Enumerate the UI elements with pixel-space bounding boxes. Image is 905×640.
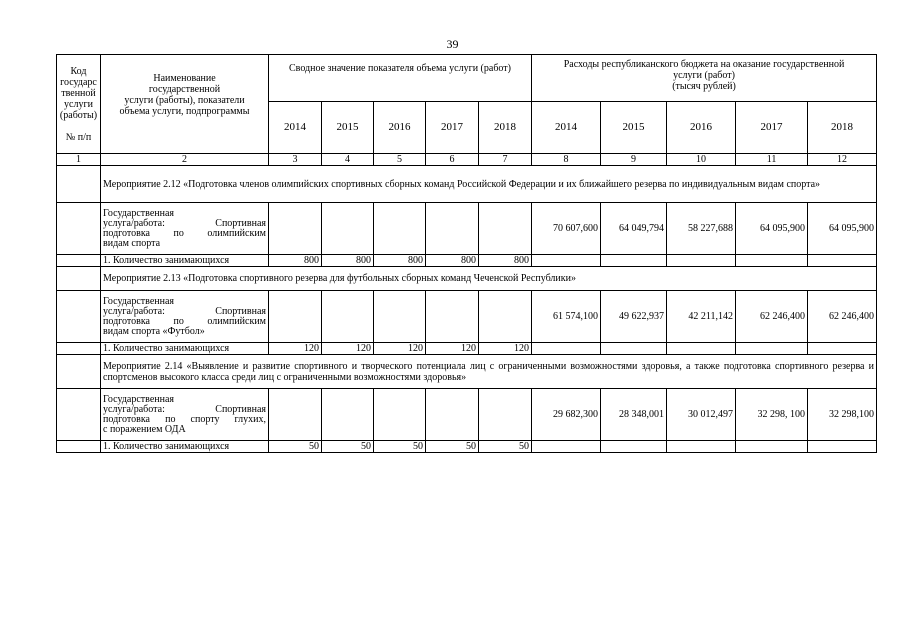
budget-2014: 70 607,600 xyxy=(532,203,601,255)
empty-cell xyxy=(532,343,601,355)
budget-header-line: (тысяч рублей) xyxy=(672,81,736,92)
empty-cell xyxy=(479,203,532,255)
empty-cell xyxy=(322,291,374,343)
qty-2015: 50 xyxy=(322,441,374,453)
budget-2015: 28 348,001 xyxy=(601,389,667,441)
column-numbers-row xyxy=(57,154,877,166)
budget-2016: 58 227,688 xyxy=(667,203,736,255)
event-title: Мероприятие 2.13 «Подготовка спортивного резерва для футбольных сборных команд Чеченской Республики» xyxy=(101,267,877,291)
service-line: видам спорта xyxy=(103,237,161,249)
service-line: услуга/работа: Спортивная xyxy=(103,403,266,415)
header-row xyxy=(57,55,877,102)
quantity-label: 1. Количество занимающихся xyxy=(101,255,269,267)
column-number: 3 xyxy=(269,154,322,166)
qty-2016: 800 xyxy=(374,255,426,267)
empty-cell xyxy=(601,343,667,355)
code-header-line: Код xyxy=(70,65,87,77)
code-header-line: (работы) xyxy=(59,109,98,121)
qty-2018: 120 xyxy=(479,343,532,355)
quantity-row xyxy=(57,255,877,267)
code-header-line: твенной xyxy=(61,87,96,99)
budget-2018: 64 095,900 xyxy=(808,203,877,255)
name-header-line: услуги (работы), показатели xyxy=(124,95,245,106)
budget-group-header xyxy=(532,55,877,102)
service-row xyxy=(57,203,877,255)
code-header-line: услуги xyxy=(64,98,93,110)
column-number: 6 xyxy=(426,154,479,166)
service-name xyxy=(101,389,269,441)
year-budget-2017: 2017 xyxy=(736,102,808,154)
qty-2015: 120 xyxy=(322,343,374,355)
empty-code-cell xyxy=(57,267,101,291)
qty-2014: 800 xyxy=(269,255,322,267)
empty-cell xyxy=(426,389,479,441)
column-number: 8 xyxy=(532,154,601,166)
service-line: с поражением ОДА xyxy=(103,423,186,435)
event-row xyxy=(57,267,877,291)
name-header-line: Наименование xyxy=(153,73,216,84)
empty-cell xyxy=(667,441,736,453)
qty-2018: 800 xyxy=(479,255,532,267)
year-volume-2018: 2018 xyxy=(479,102,532,154)
column-number: 5 xyxy=(374,154,426,166)
empty-code-cell xyxy=(57,291,101,343)
qty-2016: 120 xyxy=(374,343,426,355)
code-column-header xyxy=(57,55,101,154)
service-line: подготовка по олимпийским xyxy=(103,315,266,327)
empty-cell xyxy=(808,441,877,453)
services-table xyxy=(56,54,877,453)
empty-code-cell xyxy=(57,343,101,355)
budget-2017: 64 095,900 xyxy=(736,203,808,255)
empty-cell xyxy=(269,389,322,441)
name-header-line: объема услуги, подпрограммы xyxy=(119,106,250,117)
budget-2017: 62 246,400 xyxy=(736,291,808,343)
empty-code-cell xyxy=(57,389,101,441)
quantity-label: 1. Количество занимающихся xyxy=(101,441,269,453)
empty-cell xyxy=(479,291,532,343)
year-volume-2016: 2016 xyxy=(374,102,426,154)
empty-cell xyxy=(667,343,736,355)
empty-cell xyxy=(667,255,736,267)
empty-cell xyxy=(426,203,479,255)
budget-header-line: услуги (работ) xyxy=(673,70,735,81)
year-volume-2017: 2017 xyxy=(426,102,479,154)
empty-cell xyxy=(322,203,374,255)
empty-cell xyxy=(374,203,426,255)
event-title: Мероприятие 2.14 «Выявление и развитие спортивного и творческого потенциала лиц с ограниченными возможностями здоровья, а также подготовка спортивного резерва и спортсменов высокого класса среди лиц с ограниченными возможностями здоровья» xyxy=(101,355,877,389)
page-number: 39 xyxy=(446,37,459,51)
column-number: 12 xyxy=(808,154,877,166)
budget-2016: 42 211,142 xyxy=(667,291,736,343)
budget-2018: 62 246,400 xyxy=(808,291,877,343)
column-number: 2 xyxy=(101,154,269,166)
empty-cell xyxy=(808,255,877,267)
service-line: услуга/работа: Спортивная xyxy=(103,217,266,229)
event-row xyxy=(57,166,877,203)
service-row xyxy=(57,291,877,343)
year-volume-2014: 2014 xyxy=(269,102,322,154)
budget-2014: 61 574,100 xyxy=(532,291,601,343)
budget-2016: 30 012,497 xyxy=(667,389,736,441)
service-name xyxy=(101,203,269,255)
service-line: подготовка по олимпийским xyxy=(103,227,266,239)
name-column-header xyxy=(101,55,269,154)
qty-2017: 120 xyxy=(426,343,479,355)
empty-cell xyxy=(322,389,374,441)
code-header-line: государс xyxy=(60,76,97,88)
quantity-row xyxy=(57,441,877,453)
year-budget-2014: 2014 xyxy=(532,102,601,154)
service-row xyxy=(57,389,877,441)
service-line: Государственная xyxy=(103,207,175,219)
budget-2018: 32 298,100 xyxy=(808,389,877,441)
qty-2014: 50 xyxy=(269,441,322,453)
code-header-line: № п/п xyxy=(65,131,92,143)
qty-2017: 50 xyxy=(426,441,479,453)
empty-cell xyxy=(736,343,808,355)
volume-group-header: Сводное значение показателя объема услуги (работ) xyxy=(269,55,532,102)
quantity-label: 1. Количество занимающихся xyxy=(101,343,269,355)
qty-2014: 120 xyxy=(269,343,322,355)
empty-code-cell xyxy=(57,203,101,255)
empty-code-cell xyxy=(57,255,101,267)
column-number: 11 xyxy=(736,154,808,166)
column-number: 10 xyxy=(667,154,736,166)
empty-code-cell xyxy=(57,441,101,453)
column-number: 7 xyxy=(479,154,532,166)
quantity-row xyxy=(57,343,877,355)
qty-2015: 800 xyxy=(322,255,374,267)
year-volume-2015: 2015 xyxy=(322,102,374,154)
empty-cell xyxy=(374,291,426,343)
year-budget-2015: 2015 xyxy=(601,102,667,154)
empty-cell xyxy=(532,255,601,267)
service-line: Государственная xyxy=(103,393,175,405)
event-row xyxy=(57,355,877,389)
budget-2015: 64 049,794 xyxy=(601,203,667,255)
column-number: 9 xyxy=(601,154,667,166)
empty-cell xyxy=(601,255,667,267)
empty-cell xyxy=(479,389,532,441)
empty-code-cell xyxy=(57,166,101,203)
empty-code-cell xyxy=(57,355,101,389)
empty-cell xyxy=(736,255,808,267)
qty-2016: 50 xyxy=(374,441,426,453)
column-number: 4 xyxy=(322,154,374,166)
empty-cell xyxy=(426,291,479,343)
empty-cell xyxy=(269,203,322,255)
service-line: услуга/работа: Спортивная xyxy=(103,305,266,317)
service-line: подготовка по спорту глухих, xyxy=(103,413,266,425)
year-budget-2018: 2018 xyxy=(808,102,877,154)
name-header-line: государственной xyxy=(148,84,221,95)
empty-cell xyxy=(736,441,808,453)
budget-header-line: Расходы республиканского бюджета на оказание государственной xyxy=(563,59,845,70)
budget-2014: 29 682,300 xyxy=(532,389,601,441)
empty-cell xyxy=(532,441,601,453)
column-number: 1 xyxy=(57,154,101,166)
budget-2017: 32 298, 100 xyxy=(736,389,808,441)
empty-cell xyxy=(269,291,322,343)
qty-2017: 800 xyxy=(426,255,479,267)
year-budget-2016: 2016 xyxy=(667,102,736,154)
empty-cell xyxy=(808,343,877,355)
service-name xyxy=(101,291,269,343)
qty-2018: 50 xyxy=(479,441,532,453)
empty-cell xyxy=(374,389,426,441)
service-line: Государственная xyxy=(103,295,175,307)
empty-cell xyxy=(601,441,667,453)
event-title: Мероприятие 2.12 «Подготовка членов олимпийских спортивных сборных команд Российской Федерации и их ближайшего резерва по индивидуальным видам спорта» xyxy=(101,166,877,203)
budget-2015: 49 622,937 xyxy=(601,291,667,343)
service-line: видам спорта «Футбол» xyxy=(103,325,205,337)
